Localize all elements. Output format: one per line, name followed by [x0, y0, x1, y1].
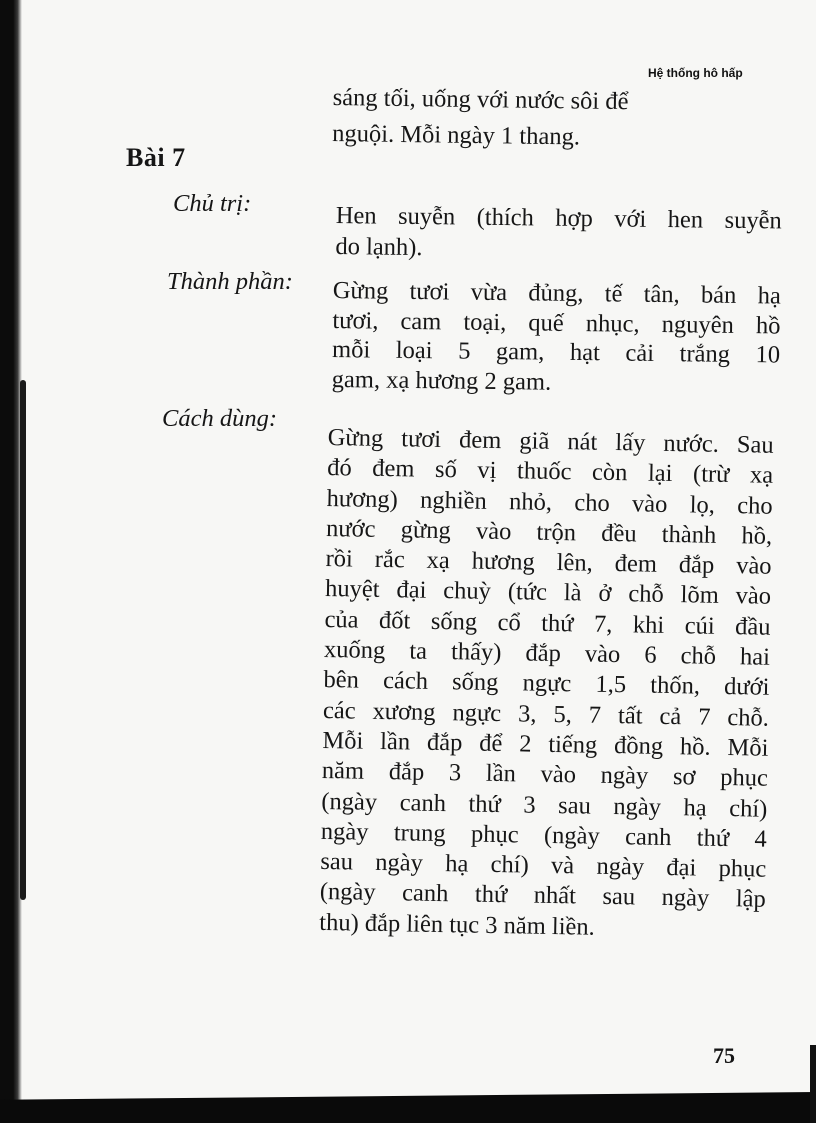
entry-label: Cách dùng: [162, 405, 277, 432]
entry-body [319, 423, 774, 946]
entry-line: nước gừng vào trộn đều thành hồ, [325, 514, 773, 550]
entry-body [335, 200, 782, 267]
entry-line: Gừng tươi vừa đủng, tế tân, bán hạ [332, 276, 781, 310]
entry-line: năm đắp 3 lần vào ngày sơ phục [321, 757, 769, 792]
entry-line: gam, xạ hương 2 gam. [331, 365, 552, 396]
entry-line: bên cách sống ngực 1,5 thốn, dưới [323, 666, 770, 702]
section-title: Bài 7 [126, 143, 186, 172]
entry-line: Hen suyễn (thích hợp với hen suyễn [335, 201, 782, 235]
continuation-line: nguội. Mỗi ngày 1 thang. [332, 119, 581, 151]
entry-line: của đốt sống cổ thứ 7, khi cúi đầu [324, 605, 771, 641]
entry-line: Mỗi lần đắp để 2 tiếng đồng hồ. Mỗi [322, 726, 769, 762]
entry-line: thu) đắp liên tục 3 năm liền. [319, 908, 596, 941]
entry-body [332, 276, 781, 399]
entry-line: mỗi loại 5 gam, hạt cải trắng 10 [331, 335, 781, 369]
entry-line: hương) nghiền nhỏ, cho vào lọ, cho [326, 484, 773, 520]
scan-bottom-shadow [0, 1092, 816, 1123]
running-header: Hệ thống hô hấp [648, 66, 743, 80]
entry-line: đó đem số vị thuốc còn lại (trừ xạ [326, 454, 774, 490]
entry-line: (ngày canh thứ nhất sau ngày lập [319, 878, 766, 914]
entry-label: Thành phần: [167, 268, 293, 295]
scan-binding-edge [20, 380, 26, 900]
entry-line: sau ngày hạ chí) và ngày đại phục [320, 848, 767, 883]
entry-line: xuống ta thấy) đắp vào 6 chỗ hai [323, 636, 771, 671]
continuation-text [332, 80, 788, 158]
entry-line: rồi rắc xạ hương lên, đem đắp vào [325, 545, 772, 580]
scan-binding-shadow [0, 0, 22, 1123]
entry-line: các xương ngực 3, 5, 7 tất cả 7 chỗ. [322, 696, 770, 732]
entry-line: do lạnh). [335, 232, 423, 262]
entry-line: (ngày canh thứ 3 sau ngày hạ chí) [321, 787, 768, 823]
entry-line: Gừng tươi đem giã nát lấy nước. Sau [327, 423, 774, 459]
entry-line: ngày trung phục (ngày canh thứ 4 [320, 817, 768, 853]
entry-label: Chủ trị: [173, 190, 252, 217]
entry-line: tươi, cam toại, quế nhục, nguyên hồ [332, 306, 781, 339]
page-number: 75 [713, 1043, 735, 1068]
scan-right-edge [810, 1045, 816, 1123]
continuation-line: sáng tối, uống với nước sôi để [332, 83, 629, 116]
entry-line: huyệt đại chuỳ (tức là ở chỗ lõm vào [324, 575, 772, 611]
